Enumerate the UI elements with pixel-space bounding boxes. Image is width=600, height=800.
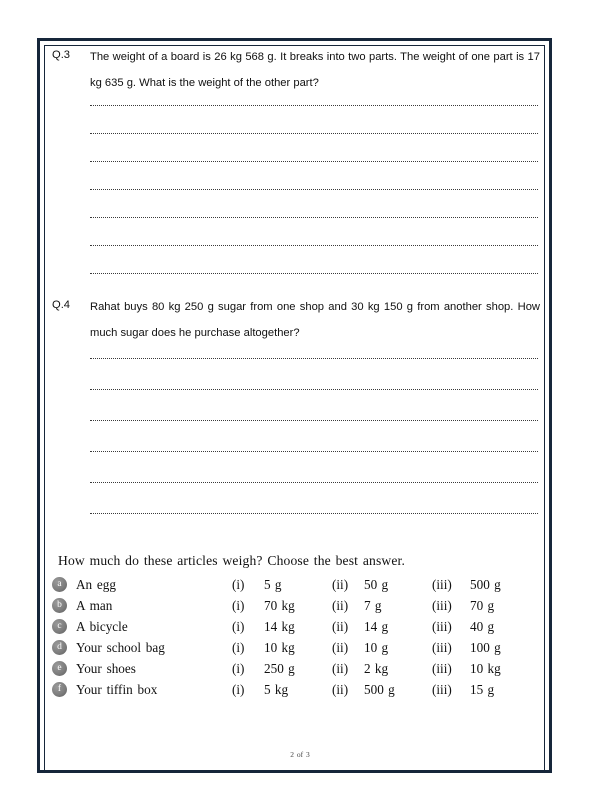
option-value[interactable]: 250 g bbox=[264, 660, 295, 676]
articles-list bbox=[52, 574, 542, 700]
article-bullet-badge: f bbox=[52, 682, 67, 697]
question-4-text: Rahat buys 80 kg 250 g sugar from one shop and 30 kg 150 g from another shop. How much sugar does he purchase altogether? bbox=[90, 301, 540, 339]
question-4-row bbox=[52, 294, 542, 346]
option-marker[interactable]: (iii) bbox=[432, 660, 452, 676]
option-marker[interactable]: (i) bbox=[232, 639, 245, 655]
article-name: A man bbox=[76, 597, 113, 613]
article-row bbox=[52, 637, 542, 658]
article-bullet-badge: b bbox=[52, 598, 67, 613]
article-name: Your tiffin box bbox=[76, 681, 158, 697]
answer-line[interactable] bbox=[90, 161, 538, 162]
option-marker[interactable]: (ii) bbox=[332, 597, 349, 613]
articles-heading: How much do these articles weigh? Choose the best answer. bbox=[58, 553, 406, 568]
article-name: Your shoes bbox=[76, 660, 136, 676]
option-marker[interactable]: (ii) bbox=[332, 618, 349, 634]
option-value[interactable]: 5 g bbox=[264, 576, 282, 592]
article-bullet-badge: e bbox=[52, 661, 67, 676]
question-block-4 bbox=[52, 294, 542, 514]
option-value[interactable]: 14 kg bbox=[264, 618, 295, 634]
question-3-answer-lines[interactable] bbox=[90, 105, 538, 274]
answer-line[interactable] bbox=[90, 217, 538, 218]
option-marker[interactable]: (ii) bbox=[332, 639, 349, 655]
answer-line[interactable] bbox=[90, 451, 538, 452]
option-marker[interactable]: (iii) bbox=[432, 597, 452, 613]
option-value[interactable]: 5 kg bbox=[264, 681, 289, 697]
option-marker[interactable]: (iii) bbox=[432, 639, 452, 655]
answer-line[interactable] bbox=[90, 389, 538, 390]
question-3-label: Q.3 bbox=[52, 49, 71, 61]
option-marker[interactable]: (ii) bbox=[332, 576, 349, 592]
option-marker[interactable]: (iii) bbox=[432, 618, 452, 634]
article-bullet-badge: c bbox=[52, 619, 67, 634]
option-value[interactable]: 70 g bbox=[470, 597, 495, 613]
article-bullet-badge: d bbox=[52, 640, 67, 655]
answer-line[interactable] bbox=[90, 133, 538, 134]
article-name: An egg bbox=[76, 576, 116, 592]
option-marker[interactable]: (iii) bbox=[432, 576, 452, 592]
answer-line[interactable] bbox=[90, 358, 538, 359]
worksheet-content bbox=[52, 44, 542, 700]
option-value[interactable]: 10 kg bbox=[264, 639, 295, 655]
question-4-answer-lines[interactable] bbox=[90, 358, 538, 514]
option-marker[interactable]: (iii) bbox=[432, 681, 452, 697]
option-value[interactable]: 500 g bbox=[364, 681, 395, 697]
question-block-3 bbox=[52, 44, 542, 274]
article-row bbox=[52, 679, 542, 700]
option-value[interactable]: 100 g bbox=[470, 639, 501, 655]
question-4-label: Q.4 bbox=[52, 299, 71, 311]
article-row bbox=[52, 658, 542, 679]
option-value[interactable]: 40 g bbox=[470, 618, 495, 634]
option-value[interactable]: 70 kg bbox=[264, 597, 295, 613]
article-row bbox=[52, 574, 542, 595]
answer-line[interactable] bbox=[90, 189, 538, 190]
answer-line[interactable] bbox=[90, 273, 538, 274]
option-marker[interactable]: (i) bbox=[232, 597, 245, 613]
option-value[interactable]: 2 kg bbox=[364, 660, 389, 676]
article-bullet-badge: a bbox=[52, 577, 67, 592]
option-marker[interactable]: (i) bbox=[232, 618, 245, 634]
answer-line[interactable] bbox=[90, 245, 538, 246]
option-value[interactable]: 14 g bbox=[364, 618, 389, 634]
answer-line[interactable] bbox=[90, 420, 538, 421]
option-value[interactable]: 10 kg bbox=[470, 660, 501, 676]
option-value[interactable]: 10 g bbox=[364, 639, 389, 655]
option-marker[interactable]: (i) bbox=[232, 681, 245, 697]
option-marker[interactable]: (i) bbox=[232, 660, 245, 676]
article-row bbox=[52, 616, 542, 637]
articles-section bbox=[52, 553, 542, 700]
option-marker[interactable]: (ii) bbox=[332, 660, 349, 676]
page-border-bottom-rule bbox=[37, 770, 552, 773]
answer-line[interactable] bbox=[90, 105, 538, 106]
option-value[interactable]: 50 g bbox=[364, 576, 389, 592]
article-row bbox=[52, 595, 542, 616]
option-marker[interactable]: (ii) bbox=[332, 681, 349, 697]
article-name: Your school bag bbox=[76, 639, 165, 655]
option-value[interactable]: 15 g bbox=[470, 681, 495, 697]
option-value[interactable]: 500 g bbox=[470, 576, 501, 592]
page-footer: 2 of 3 bbox=[290, 750, 310, 759]
question-3-text: The weight of a board is 26 kg 568 g. It breaks into two parts. The weight of one part is 17 kg 635 g. What is the weight of the other part? bbox=[90, 51, 540, 89]
option-marker[interactable]: (i) bbox=[232, 576, 245, 592]
question-3-row bbox=[52, 44, 542, 96]
answer-line[interactable] bbox=[90, 482, 538, 483]
article-name: A bicycle bbox=[76, 618, 128, 634]
answer-line[interactable] bbox=[90, 513, 538, 514]
option-value[interactable]: 7 g bbox=[364, 597, 382, 613]
